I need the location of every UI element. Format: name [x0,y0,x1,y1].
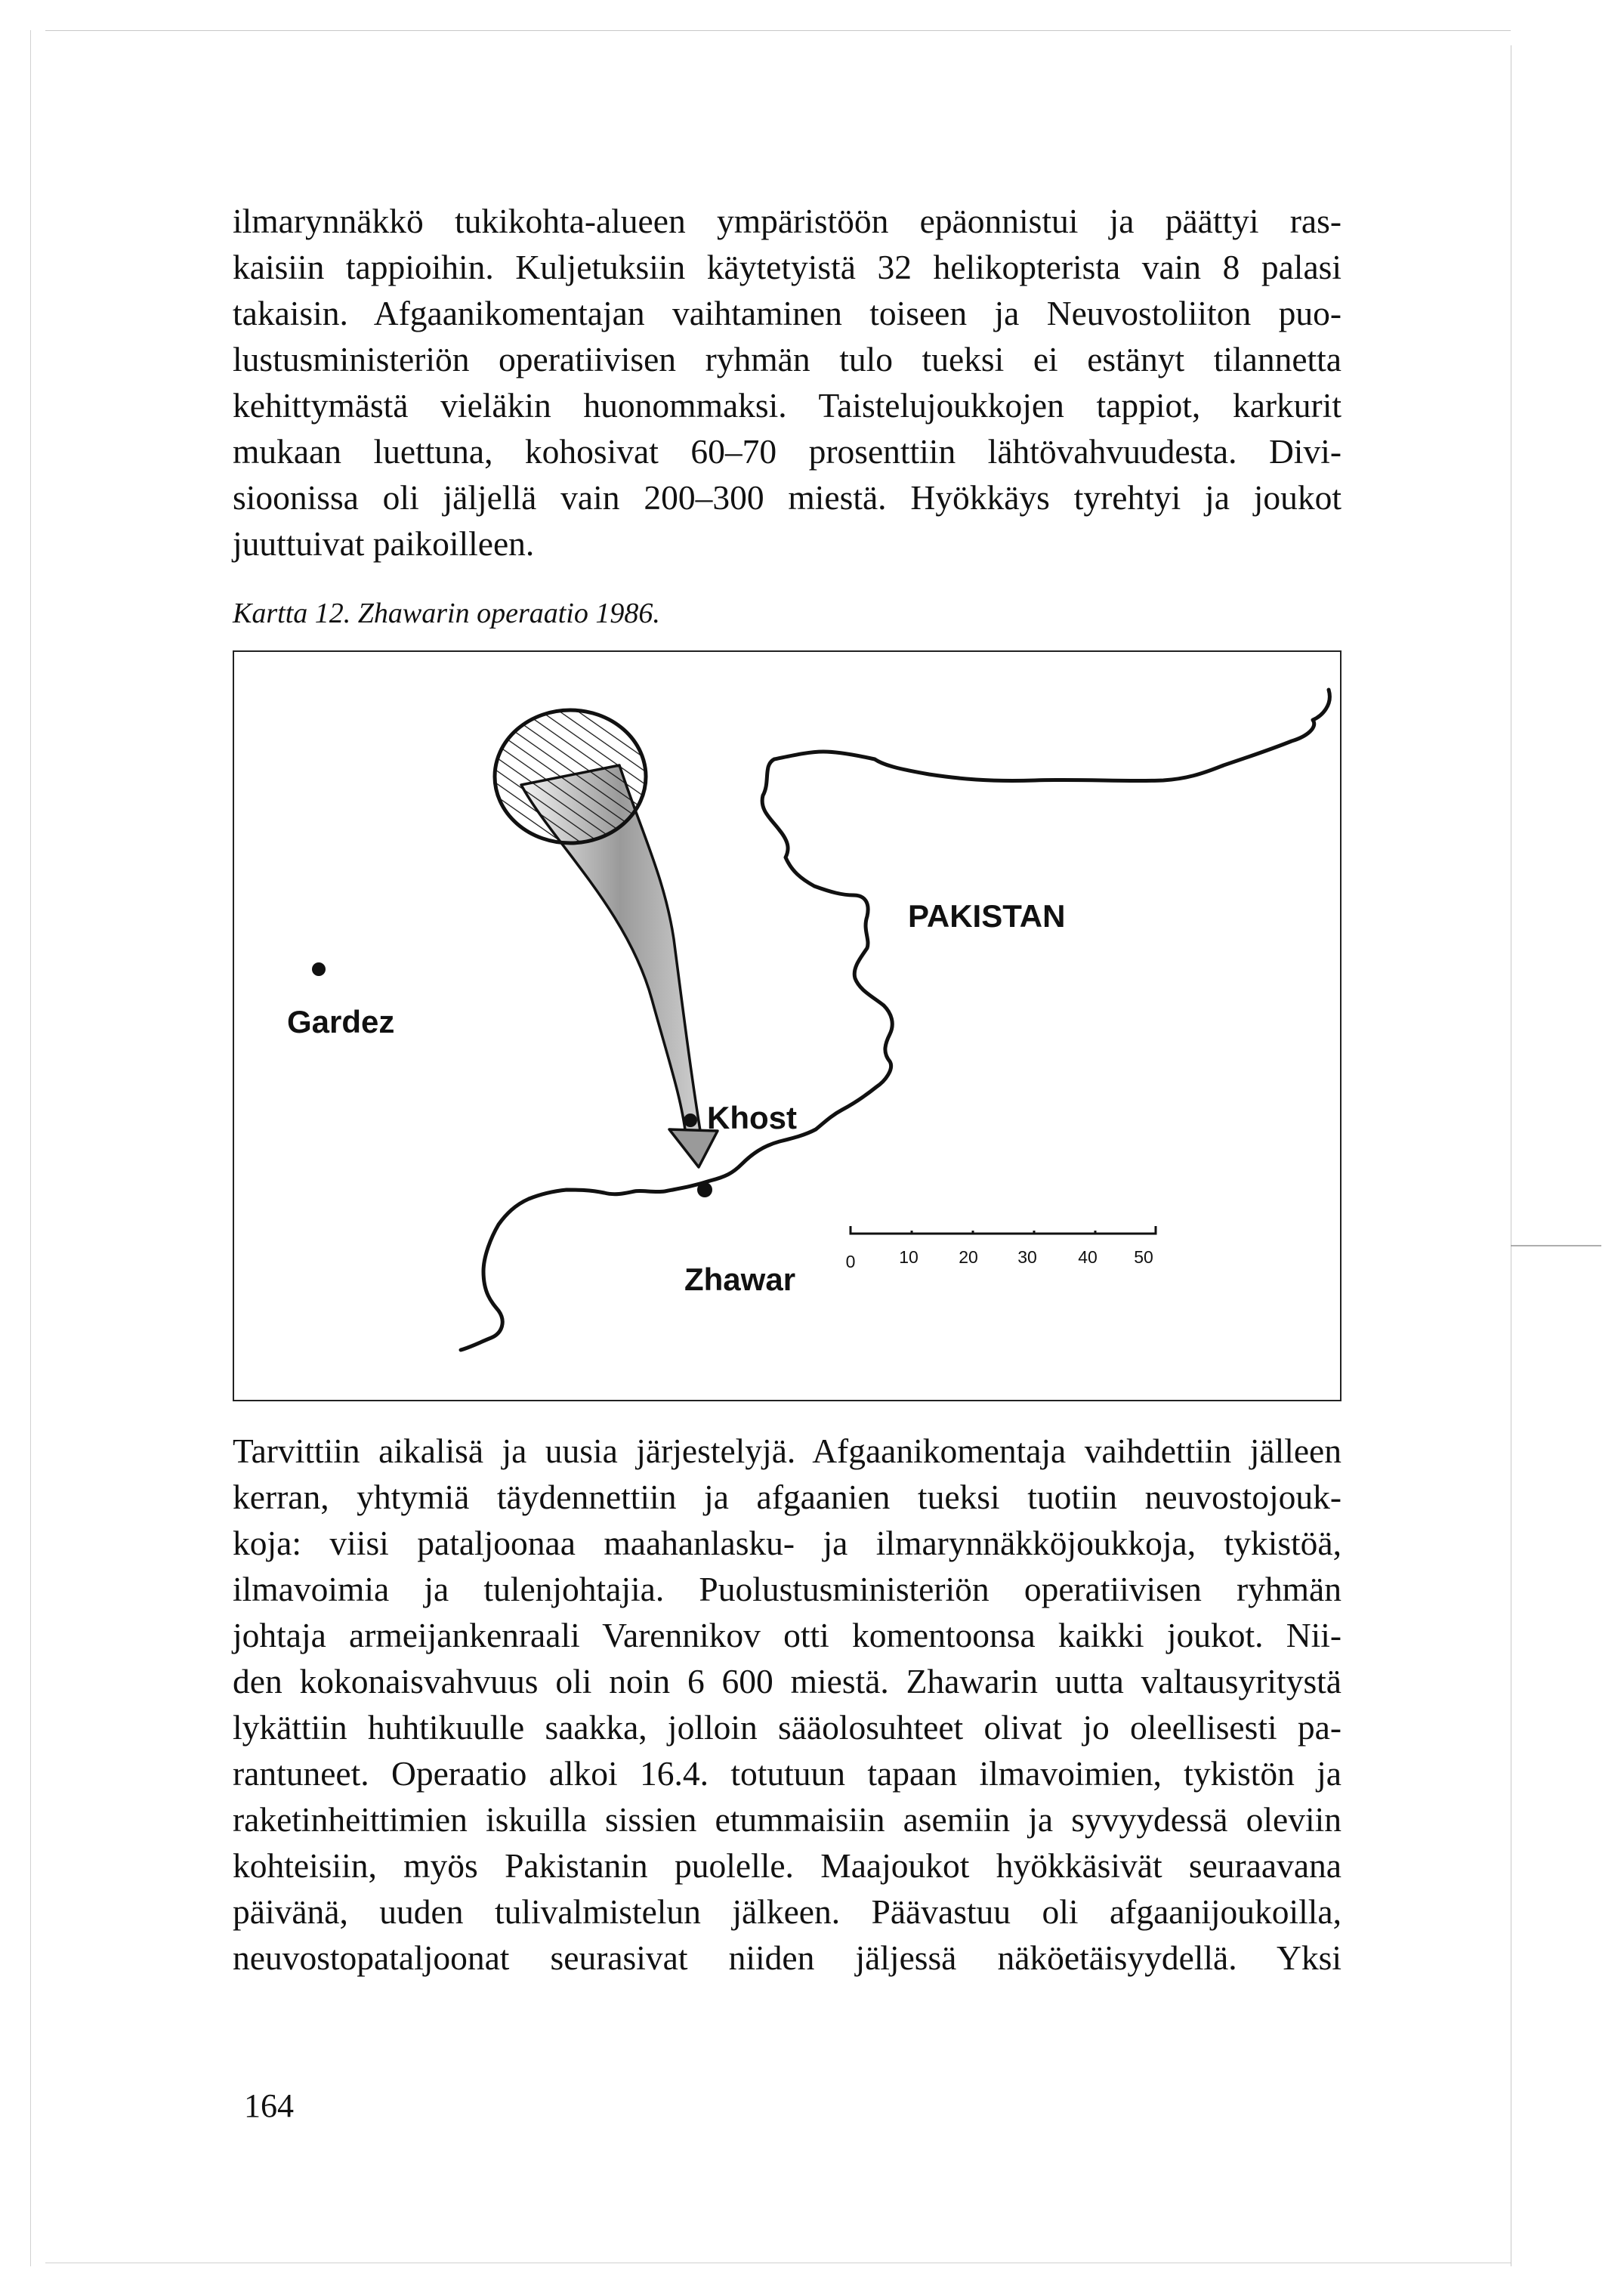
gardez-marker [312,962,326,976]
zhawar-marker [697,1182,712,1197]
scan-edge-right-tab [1511,1245,1601,1246]
scale-tick-label: 0 [845,1252,856,1271]
gardez-label: Gardez [287,1004,395,1039]
paragraph-1-line: juuttuivat paikoilleen. [233,524,535,563]
paragraph-2-line: päivänä, uuden tulivalmistelun jälkeen. Päävastuu oli afgaanijoukoilla, [233,1892,1341,1931]
scale-tick-label: 20 [959,1247,978,1267]
paragraph-2-line: lykättiin huhtikuulle saakka, jolloin sääolosuhteet olivat jo oleellisesti pa- [233,1708,1341,1747]
page-number: 164 [244,2087,294,2124]
khost-marker [684,1114,697,1127]
paragraph-1 [233,198,1341,567]
map-figure [233,650,1341,1401]
paragraph-2-line: neuvostopataljoonat seurasivat niiden jäljessä näköetäisyydellä. Yksi [233,1938,1341,1977]
paragraph-2-line: ilmavoimia ja tulenjohtajia. Puolustusministeriön operatiivisen ryhmän [233,1570,1341,1608]
map-caption: Kartta 12. Zhawarin operaatio 1986. [233,598,660,629]
scale-bar [851,1226,1156,1234]
paragraph-1-line: takaisin. Afgaanikomentajan vaihtaminen toiseen ja Neuvostoliiton puo- [233,294,1341,332]
zhawar-label: Zhawar [684,1262,796,1297]
scale-tick-label: 50 [1134,1247,1153,1267]
paragraph-1-line: sioonissa oli jäljellä vain 200–300 miestä. Hyökkäys tyrehtyi ja joukot [233,478,1341,517]
paragraph-1-line: lustusministeriön operatiivisen ryhmän tulo tueksi ei estänyt tilannetta [233,340,1341,378]
scale-tick-label: 40 [1078,1247,1098,1267]
paragraph-2-line: raketinheittimien iskuilla sissien etummaisiin asemiin ja syvyydessä oleviin [233,1800,1341,1839]
scan-edge-left [30,30,31,2266]
paragraph-1-line: kaisiin tappioihin. Kuljetuksiin käytetyistä 32 helikopterista vain 8 palasi [233,248,1341,286]
paragraph-2-line: kerran, yhtymiä täydennettiin ja afgaanien tueksi tuotiin neuvostojouk- [233,1478,1341,1516]
paragraph-2 [233,1428,1341,1981]
khost-label: Khost [707,1100,797,1135]
scale-tick-label: 10 [899,1247,919,1267]
paragraph-2-line: Tarvittiin aikalisä ja uusia järjestelyjä. Afgaanikomentaja vaihdettiin jälleen [233,1432,1341,1470]
paragraph-2-line: rantuneet. Operaatio alkoi 16.4. totutuun tapaan ilmavoimien, tykistön ja [233,1754,1341,1793]
paragraph-2-line: kohteisiin, myös Pakistanin puolelle. Maajoukot hyökkäsivät seuraavana [233,1846,1341,1885]
paragraph-1-line: kehittymästä vieläkin huonommaksi. Taistelujoukkojen tappiot, karkurit [233,386,1341,425]
scale-tick-label: 30 [1017,1247,1037,1267]
paragraph-2-line: den kokonaisvahvuus oli noin 6 600 miestä. Zhawarin uutta valtausyritystä [233,1662,1341,1700]
objective-area [495,710,646,843]
paragraph-2-line: koja: viisi pataljoonaa maahanlasku- ja ilmarynnäkköjoukkoja, tykistöä, [233,1524,1341,1562]
scan-edge-top [45,30,1511,31]
paragraph-1-line: mukaan luettuna, kohosivat 60–70 prosenttiin lähtövahvuudesta. Divi- [233,432,1341,471]
paragraph-1-line: ilmarynnäkkö tukikohta-alueen ympäristöön epäonnistui ja päättyi ras- [233,202,1341,240]
paragraph-2-line: johtaja armeijankenraali Varennikov otti komentoonsa kaikki joukot. Nii- [233,1616,1341,1654]
pakistan-label: PAKISTAN [908,898,1066,934]
